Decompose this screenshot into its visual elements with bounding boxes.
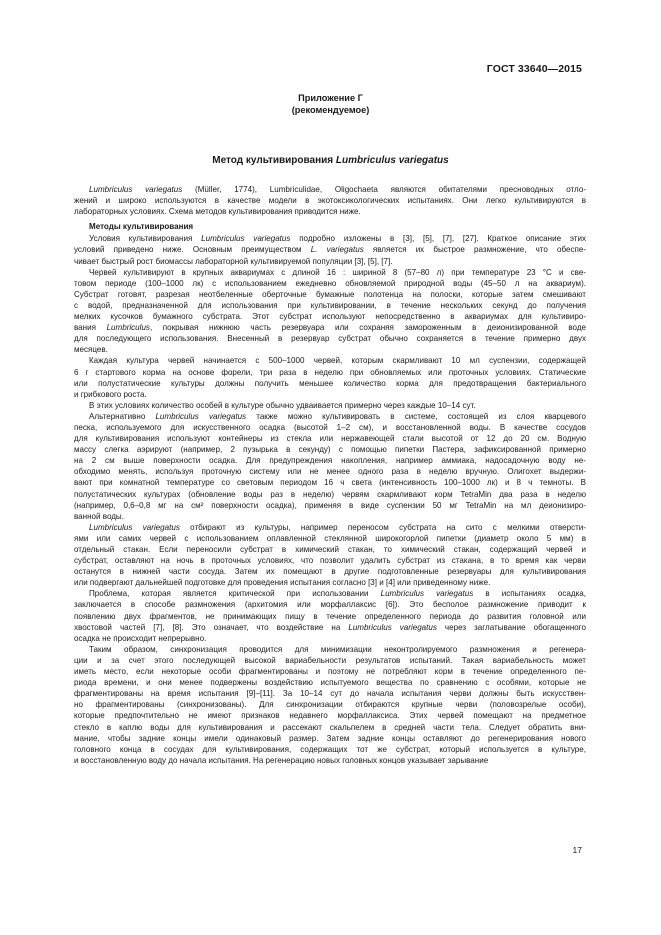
text-line: с водой, предназначенной для использования при культивировании, в течение нескольких секунд до получения: [74, 300, 586, 310]
text-line: останутся в нижней части сосуда. Затем их помещают в другие подготовленные резервуары для культивирования: [74, 567, 586, 577]
appendix-status: (рекомендуемое): [291, 105, 370, 115]
text-line: обходимо менять, используя проточную систему или не менее одного раза в неделю вручную. Олигохет выдержи-: [74, 467, 586, 477]
text-line: головного конца в сосудах для культивирования, содержащих тот же субстрат, который используется в культуре,: [74, 744, 586, 754]
page-title: [0, 155, 661, 166]
paragraph: [74, 400, 586, 411]
text-line: субстрат, оставляют на ночь в проточных условиях, что позволит удалить субстрат из стакана, в то время как черви: [74, 556, 586, 566]
paragraph: [74, 588, 586, 643]
standard-number: ГОСТ 33640—2015: [486, 63, 582, 75]
text-line: отдельный стакан. Если переносили субстрат в химический стакан, то химический стакан, содержащий червей и: [74, 545, 586, 554]
text-line: на 2 см выше поверхности осадка. Для предупреждения накопления, например аммиака, надосадочную воду не-: [74, 456, 586, 466]
text-line: мание, чтобы задние концы имели одинаковый размер. Затем задние концы оставляют до регенерирования нового: [74, 733, 586, 743]
text-line: Червей культивируют в крупных аквариумах с длиной 16 : шириной 8 (57–80 л) при температуре 23 °С и све-: [89, 267, 586, 277]
appendix-label: Приложение Г: [298, 93, 363, 103]
text-line: иметь место, если некоторые особи фрагментированы и поэтому не потребляют корм в течение определенного пе-: [74, 667, 586, 677]
text-line: Условия культивирования Lumbriculus variegatus подробно изложены в [3], [5], [7], [27]. Краткое описание этих: [89, 234, 586, 244]
paragraph: [74, 411, 586, 522]
text-line: жений и широко используются в качестве модели в экотоксикологических испытаниях. Они легко культивируются в: [74, 196, 586, 206]
text-line: 6 г стартового корма на основе форели, три раза в неделю при обновляемых или проточных условиях. Статические: [74, 367, 586, 377]
text-line: для культивирования используют контейнеры из стекла или нержавеющей стали высотой от 12 до 20 см. Водную: [74, 434, 586, 444]
title-prefix: Метод культивирования: [212, 155, 336, 166]
text-line: Каждая культура червей начинается с 500–1000 червей, которым скармливают 10 мл суспензии, содержащей: [89, 356, 586, 366]
text-line: Таким образом, синхронизация проводится для минимизации неконтролируемого размножения и регенера-: [89, 644, 586, 654]
text-line: Субстрат готовят, разрезая неотбеленные оберточные бумажные полотенца на полоски, которые затем смешивают: [74, 289, 586, 299]
page-number: 17: [572, 845, 582, 855]
text-line: появлению двух фрагментов, не принимающих пищу в течение определенного периода до развития головной или: [74, 611, 586, 621]
text-line: вания Lumbriculus, покрывая нижнюю часть резервуара или сохраняя замороженным в деионизированной воде: [74, 323, 586, 333]
text-line: Lumbriculus variegatus отбирают из культуры, например переносом субстрата на сито с мелкими отверсти-: [89, 522, 586, 532]
text-line: Альтернативно Lumbriculus variegatus также можно культивировать в системе, состоящей из слоя кварцевого: [89, 411, 587, 421]
text-line: риода времени, и они менее подвержены воздействию испытуемого вещества по сравнению с особями, которые не: [74, 678, 586, 688]
document-body: [74, 184, 586, 766]
paragraph: [74, 267, 586, 356]
text-line: товом периоде (100–1000 лк) с использованием ежедневно обновляемой природной воды (45–50 л на аквариум).: [74, 278, 586, 288]
text-line: вают при комнатной температуре со световым периодом 16 ч света (интенсивность 100–1000 лк) и 8 ч темноты. В: [74, 478, 586, 488]
text-line: условий приведено ниже. Основным преимуществом L. variegatus является их быстрое размножение, что обеспе-: [74, 245, 586, 255]
text-line: и грибкового роста.: [74, 389, 147, 399]
text-line: хвостовой частей [7], [8]. Это означает, что воздействие на Lumbriculus variegatus через заглатывание обогащенного: [74, 622, 586, 632]
text-line: или полустатические культуры должны получить меньшее количество корма для предотвращения бактериального: [74, 378, 586, 388]
text-line: Lumbriculus variegatus (Müller, 1774), Lumbriculidae, Oligochaeta являются обитателями пресноводных отло-: [89, 185, 586, 194]
text-line: но фрагментированы (синхронизованы). Для синхронизации отбираются крупные черви (половозрелые особи),: [74, 700, 586, 710]
text-line: ванной воды.: [74, 511, 124, 521]
text-line: месяцев.: [74, 345, 108, 355]
paragraph: [74, 233, 586, 266]
text-line: или подвергают дальнейшей подготовке для проведения испытания согласно [3] и [4] или приведенному ниже.: [74, 578, 491, 588]
text-line: осадка не происходит непрерывно.: [74, 633, 207, 643]
text-line: заключается в способе размножения (архитомия или морфаллаксис [6]). Это бесполое размножение приводит к: [74, 600, 586, 610]
text-line: фрагментированы на время испытания [9]–[11]. За 10–14 сут до начала испытания черви должны быть искусствен-: [74, 689, 586, 699]
text-line: лабораторных условиях. Схема методов культивирования приводится ниже.: [74, 207, 361, 217]
paragraph: [74, 522, 586, 589]
text-line: которые предпочтительно не имеют признаков недавнего морфаллаксиса. Этих червей помещают на предметное: [74, 711, 586, 721]
text-line: и восстановленную воду до начала испытания. На регенерацию новых головных концов указывает зарывание: [74, 755, 489, 765]
title-species: Lumbriculus variegatus: [335, 155, 449, 166]
text-line: В этих условиях количество особей в культуре обычно удваивается примерно через каждые 10–14 сут.: [89, 400, 476, 410]
paragraph: [74, 644, 586, 766]
text-line: полустатических культурах (обновление воды раз в неделю) червям скармливают корм TetraMin два раза в неделю: [74, 489, 586, 499]
section-heading: Методы культивирования: [89, 222, 194, 232]
paragraph: [74, 184, 586, 217]
text-line: ями или самих червей с использованием оплавленной стеклянной широкогорлой пипетки (диаметр около 5 мм) в: [74, 533, 586, 543]
text-line: Проблема, которая является критической при использовании Lumbriculus variegatus в испытаниях осадка,: [89, 589, 586, 599]
text-line: стекло в каплю воды для культивирования и рассекают скальпелем в средней части тела. Следует обратить вни-: [74, 722, 586, 732]
text-line: (например, 0,6–0,8 мг на см² поверхности осадка), применяя в виде суспензии 50 мг TetraMin на мл деионизиро-: [74, 500, 586, 510]
text-line: чивает быстрый рост биомассы лабораторной культивируемой популяции [3], [5], [7].: [74, 256, 393, 266]
text-line: массу слегка аэрируют (например, 2 пузырька в секунду) с помощью пипетки Пастера, зафиксированной примерно: [74, 445, 586, 455]
text-line: ции и за счет этого последующей высокой вариабельности результатов испытаний. Такая вариабельность может: [74, 655, 586, 665]
paragraph: [74, 355, 586, 399]
text-line: для последующего использования. Внесенный в резервуар субстрат обычно сохраняется в течение примерно двух: [74, 334, 586, 344]
text-line: мелких кусочков бумажного субстрата. Этот субстрат используют непосредственно в аквариумах для культивиро-: [74, 312, 586, 322]
text-line: песка, используемого для искусственного осадка (высотой 1–2 см), и восстановленной воды. В качестве сосудов: [74, 422, 586, 432]
